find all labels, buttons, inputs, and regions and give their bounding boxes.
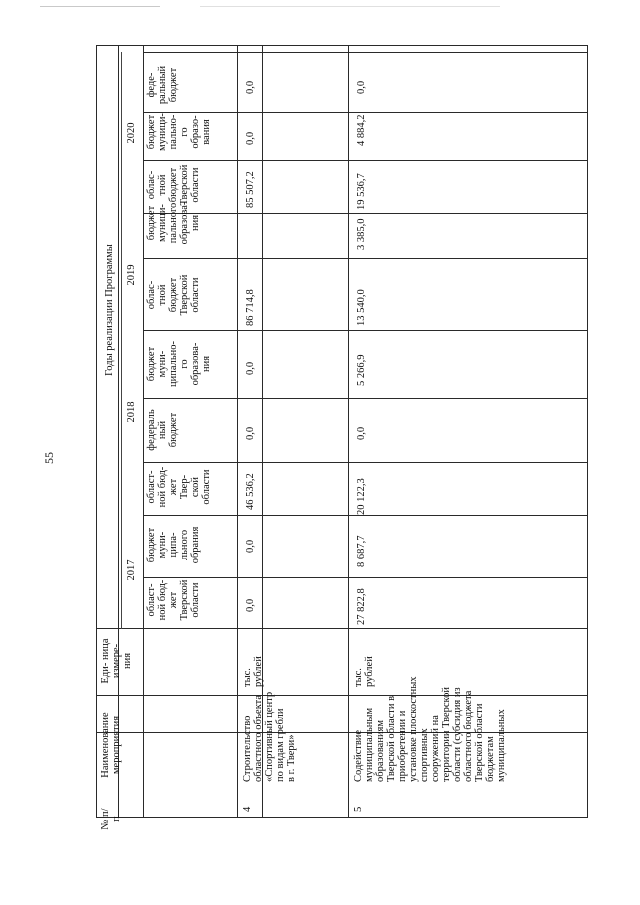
row-5-value: 0,0 [356, 80, 367, 94]
sub-2018-municipal: бюджет муни- ципально- го образова- ния [146, 341, 212, 388]
year-2019: 2019 [126, 264, 137, 286]
header-name [100, 710, 122, 780]
row-5-value: 19 536,7 [356, 173, 367, 210]
scan-mark [200, 6, 500, 7]
row-line [143, 515, 588, 516]
row-5-value: 3 385,0 [356, 218, 367, 250]
header-name-text: Наименование мероприятия [100, 712, 122, 778]
row-line [96, 628, 588, 629]
year-2020: 2020 [126, 122, 137, 144]
scan-mark [40, 6, 160, 7]
row-line [143, 398, 588, 399]
row-4-value: 0,0 [245, 80, 256, 94]
row-5-unit: тыс. рублей [353, 656, 375, 687]
header-unit-text: Еди- ница измере- ния [100, 638, 133, 684]
column-line [237, 45, 238, 818]
table-border-left [96, 45, 97, 818]
sub-2020-municipal: бюджет муници- пально- го образо- вания [146, 113, 212, 151]
sub-2020-regional: облас- тной бюджет Тверской области [146, 164, 201, 206]
row-5-value: 4 884,2 [356, 114, 367, 146]
header-years [104, 200, 115, 420]
year-2017: 2017 [126, 559, 137, 581]
row-line [143, 160, 588, 161]
row-line [143, 577, 588, 578]
row-4-value: 0,0 [245, 426, 256, 440]
header-number-text: № п/п [100, 808, 122, 830]
row-5-value: 5 266,9 [356, 354, 367, 386]
row-4-value: 0,0 [245, 131, 256, 145]
row-4-value: 0,0 [245, 598, 256, 612]
row-5-value: 13 540,0 [356, 289, 367, 326]
row-line [96, 732, 588, 733]
year-2018: 2018 [126, 401, 137, 423]
page-number: 55 [42, 452, 56, 464]
row-4-value: 0,0 [245, 361, 256, 375]
row-5-name: Содействие муниципальным образованиям Тверской области в приобретении и установке плоскостных спортивных сооружений на территории Тверской области (субсидия из областного бюджета Тверской области бюджетам муниципальных [353, 676, 507, 782]
sub-2017-municipal: бюджет муни- ципа- льного обрания [146, 526, 201, 564]
row-4-value: 0,0 [245, 539, 256, 553]
sub-2019-municipal: бюджет муници- пального образова- ния [146, 201, 201, 245]
row-line [143, 52, 588, 53]
sub-2019-regional: облас- тной бюджет Тверской области [146, 274, 201, 316]
header-years-text: Годы реализации Программы [104, 244, 115, 376]
row-5-value: 20 122,3 [356, 478, 367, 515]
row-line [96, 695, 588, 696]
row-line [143, 258, 588, 259]
row-5-value: 27 822,8 [356, 588, 367, 625]
row-4-number: 4 [242, 806, 253, 812]
sub-2018-regional: област- ной бюд- жет Твер- ской области [146, 466, 212, 508]
sub-2018-federal: федераль ный бюджет [146, 409, 179, 451]
row-4-value: 85 507,2 [245, 171, 256, 208]
row-5-value: 0,0 [356, 426, 367, 440]
header-unit [100, 638, 133, 684]
table-border-top [96, 45, 588, 46]
row-4-name: Строительство областного объекта «Спортивный центр по видам гребли в г. Твери» [242, 691, 297, 782]
row-5-number: 5 [353, 806, 364, 812]
row-4-value: 46 536,2 [245, 473, 256, 510]
column-line [143, 45, 144, 818]
sub-2017-regional: област- ной бюд- жет Тверской области [146, 579, 201, 621]
row-4-value: 86 714,8 [245, 289, 256, 326]
table-border-bottom [96, 817, 588, 818]
sub-2020-federal: феде- ральный бюджет [146, 65, 179, 105]
header-number [100, 802, 122, 832]
row-4-unit: тыс. рублей [242, 656, 264, 687]
row-line [143, 330, 588, 331]
column-line [348, 45, 349, 818]
row-5-value: 8 687,7 [356, 535, 367, 567]
row-line [143, 213, 588, 214]
column-line [121, 52, 122, 629]
column-line [118, 45, 119, 818]
